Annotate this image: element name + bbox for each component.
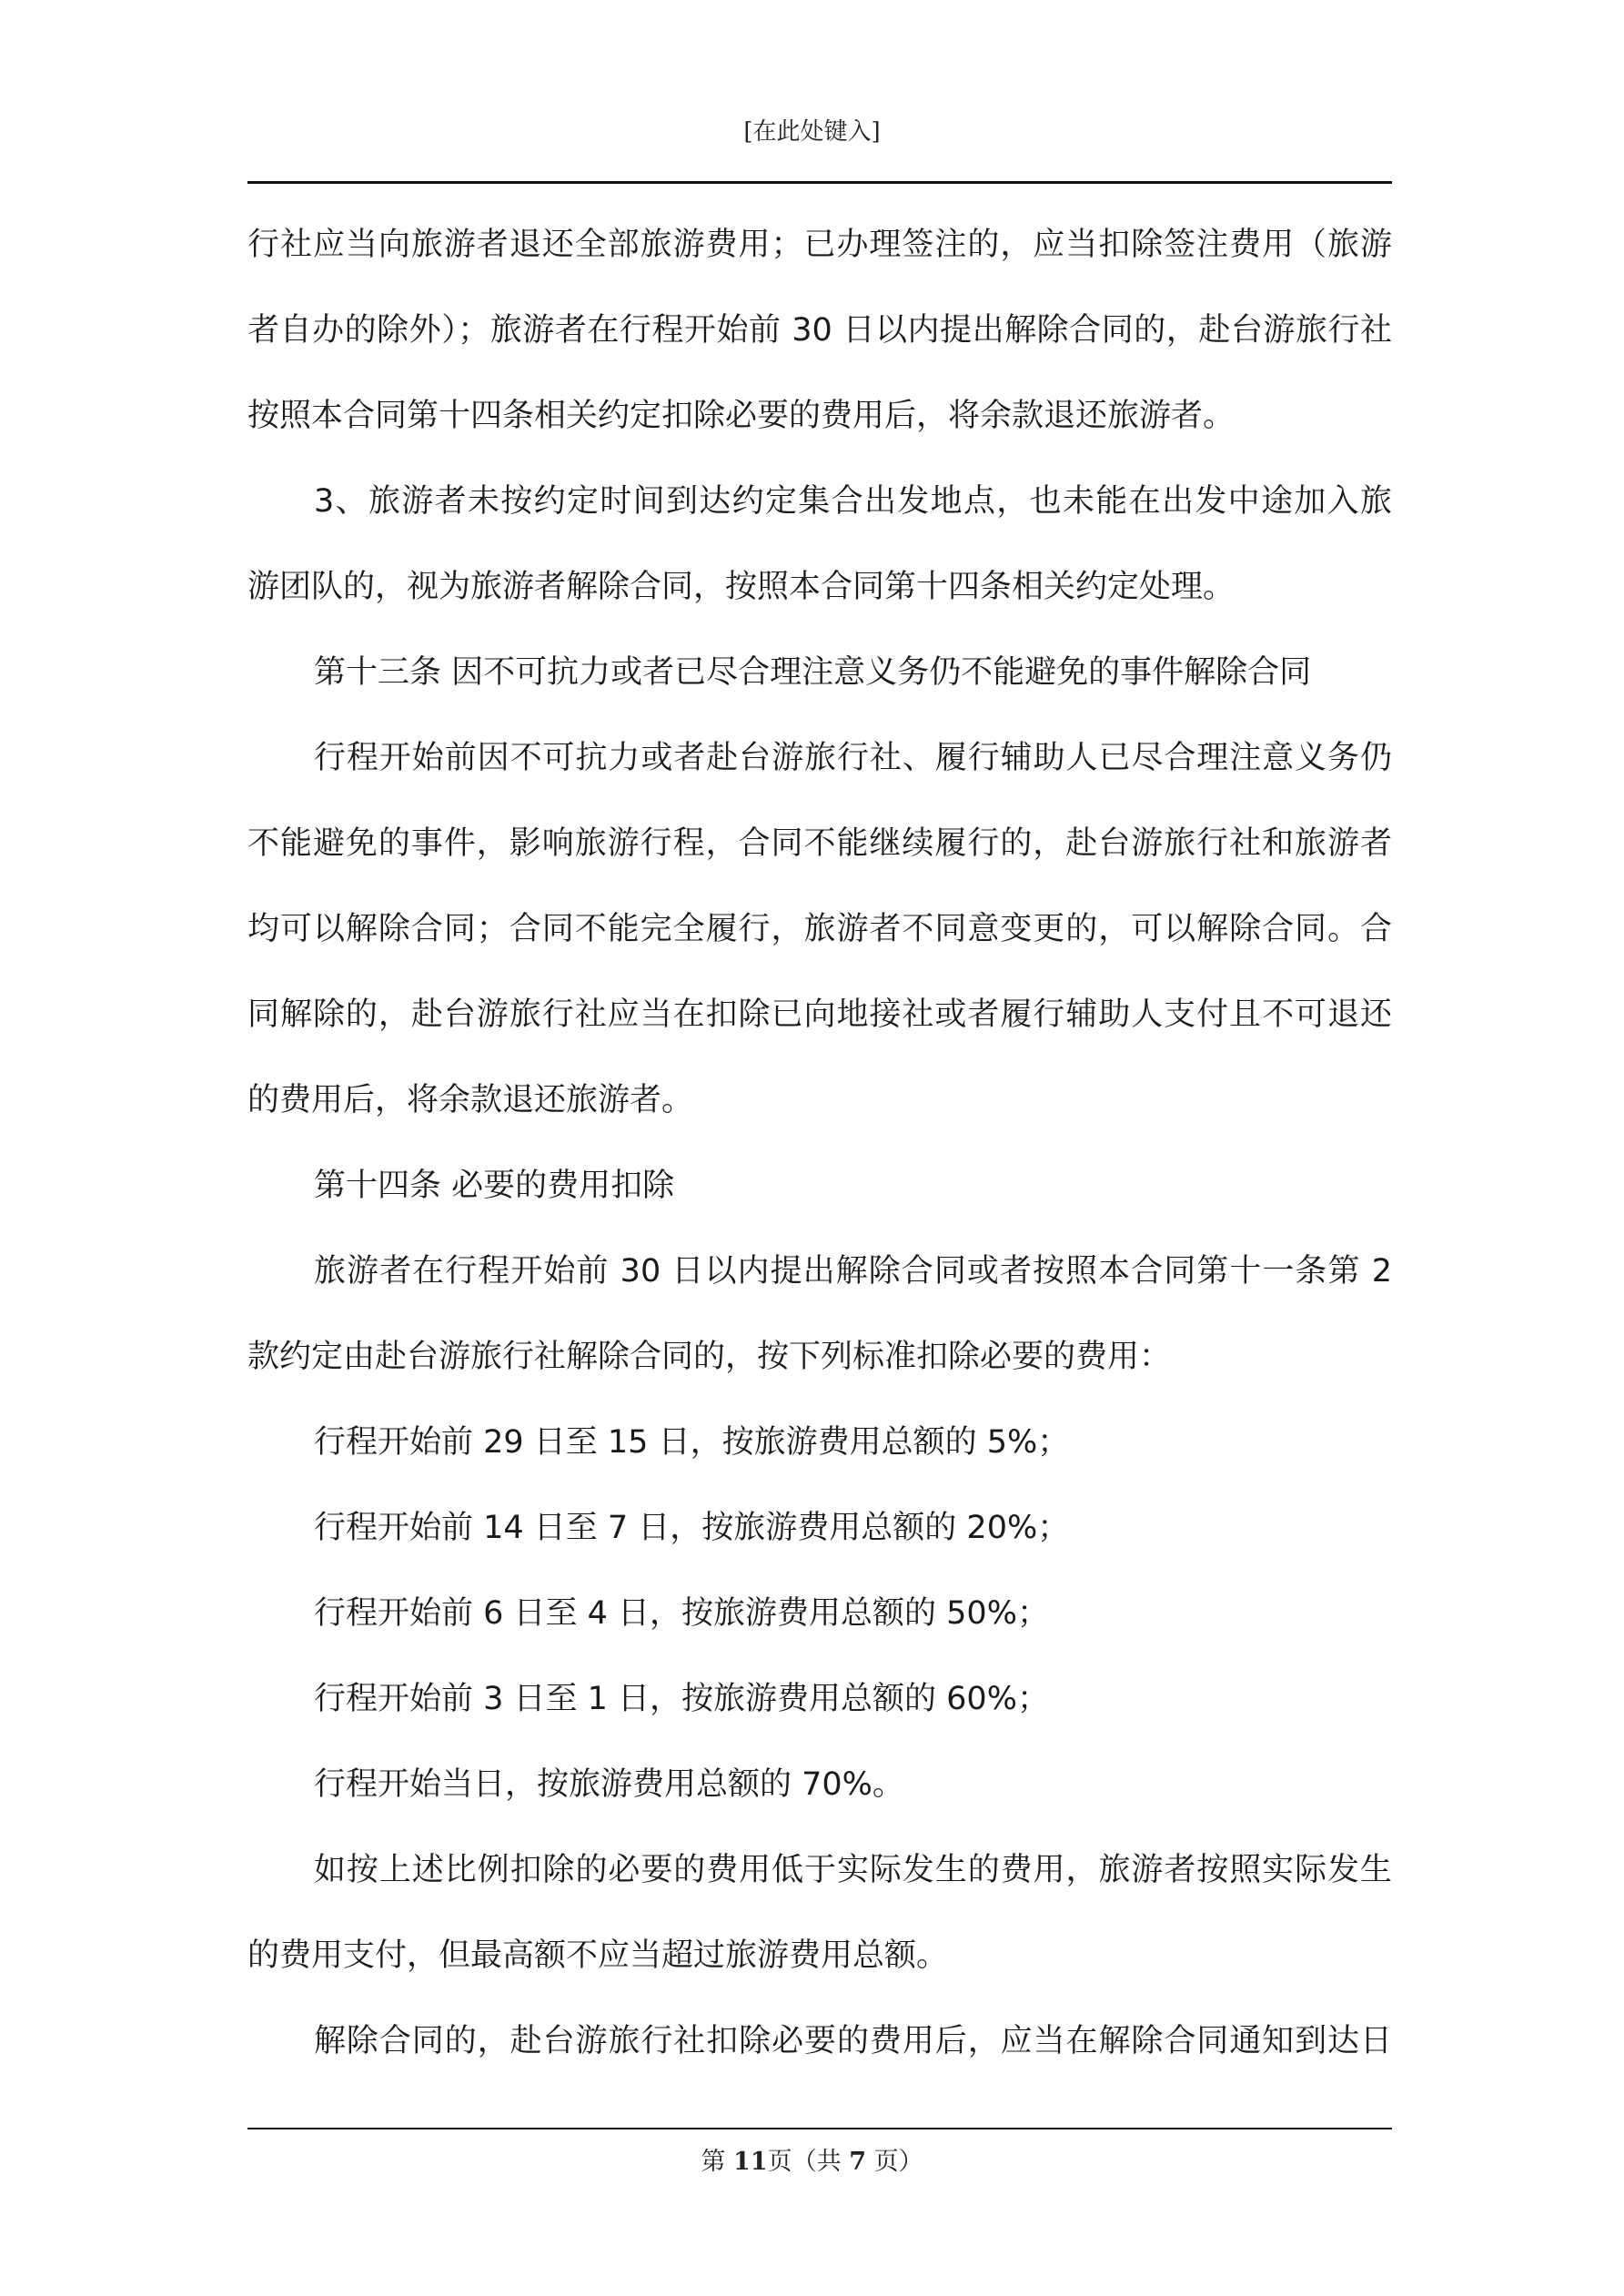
text-line: 均可以解除合同；合同不能完全履行，旅游者不同意变更的，可以解除合同。合 xyxy=(247,911,1392,947)
text-line: 第十三条 因不可抗力或者已尽合理注意义务仍不能避免的事件解除合同 xyxy=(314,654,1312,691)
footer-suffix: 页） xyxy=(865,2148,923,2176)
footer-total-pages: 7 xyxy=(849,2148,866,2176)
text-line: 解除合同的，赴台游旅行社扣除必要的费用后，应当在解除合同通知到达日 xyxy=(314,2023,1392,2059)
text-line: 的费用后，将余款退还旅游者。 xyxy=(247,1082,694,1118)
text-line: 款约定由赴台游旅行社解除合同的，按下列标准扣除必要的费用： xyxy=(247,1339,1172,1375)
text-line: 行程开始前 14 日至 7 日，按旅游费用总额的 20%； xyxy=(314,1510,1070,1546)
text-line: 旅游者在行程开始前 30 日以内提出解除合同或者按照本合同第十一条第 2 xyxy=(314,1253,1392,1290)
text-line: 行程开始前因不可抗力或者赴台游旅行社、履行辅助人已尽合理注意义务仍 xyxy=(314,740,1392,776)
text-line: 按照本合同第十四条相关约定扣除必要的费用后，将余款退还旅游者。 xyxy=(247,398,1236,434)
text-line: 者自办的除外）；旅游者在行程开始前 30 日以内提出解除合同的，赴台游旅行社 xyxy=(247,312,1392,349)
text-line: 行程开始前 29 日至 15 日，按旅游费用总额的 5%； xyxy=(314,1424,1070,1461)
text-line: 行程开始前 6 日至 4 日，按旅游费用总额的 50%； xyxy=(314,1595,1049,1632)
page-header: [在此处键入] xyxy=(743,118,881,146)
footer-page-number: 11 xyxy=(733,2148,768,2176)
text-line: 游团队的，视为旅游者解除合同，按照本合同第十四条相关约定处理。 xyxy=(247,569,1236,605)
text-line: 如按上述比例扣除的必要的费用低于实际发生的费用，旅游者按照实际发生 xyxy=(314,1852,1392,1888)
text-line: 行社应当向旅游者退还全部旅游费用；已办理签注的，应当扣除签注费用（旅游 xyxy=(247,227,1392,263)
text-line: 行程开始前 3 日至 1 日，按旅游费用总额的 60%； xyxy=(314,1681,1049,1717)
header-divider xyxy=(247,181,1392,184)
footer-middle: 页（共 xyxy=(767,2148,850,2176)
page-footer xyxy=(0,2144,1624,2180)
text-line: 第十四条 必要的费用扣除 xyxy=(314,1168,675,1204)
text-line: 不能避免的事件，影响旅游行程，合同不能继续履行的，赴台游旅行社和旅游者 xyxy=(247,825,1392,862)
footer-divider xyxy=(247,2128,1392,2129)
text-line: 3、旅游者未按约定时间到达约定集合出发地点，也未能在出发中途加入旅 xyxy=(314,483,1392,520)
text-line: 的费用支付，但最高额不应当超过旅游费用总额。 xyxy=(247,1937,949,1974)
text-line: 行程开始当日，按旅游费用总额的 70%。 xyxy=(314,1766,904,1803)
footer-prefix: 第 xyxy=(701,2148,734,2176)
document-body xyxy=(247,202,1392,2084)
text-line: 同解除的，赴台游旅行社应当在扣除已向地接社或者履行辅助人支付且不可退还 xyxy=(247,996,1392,1033)
